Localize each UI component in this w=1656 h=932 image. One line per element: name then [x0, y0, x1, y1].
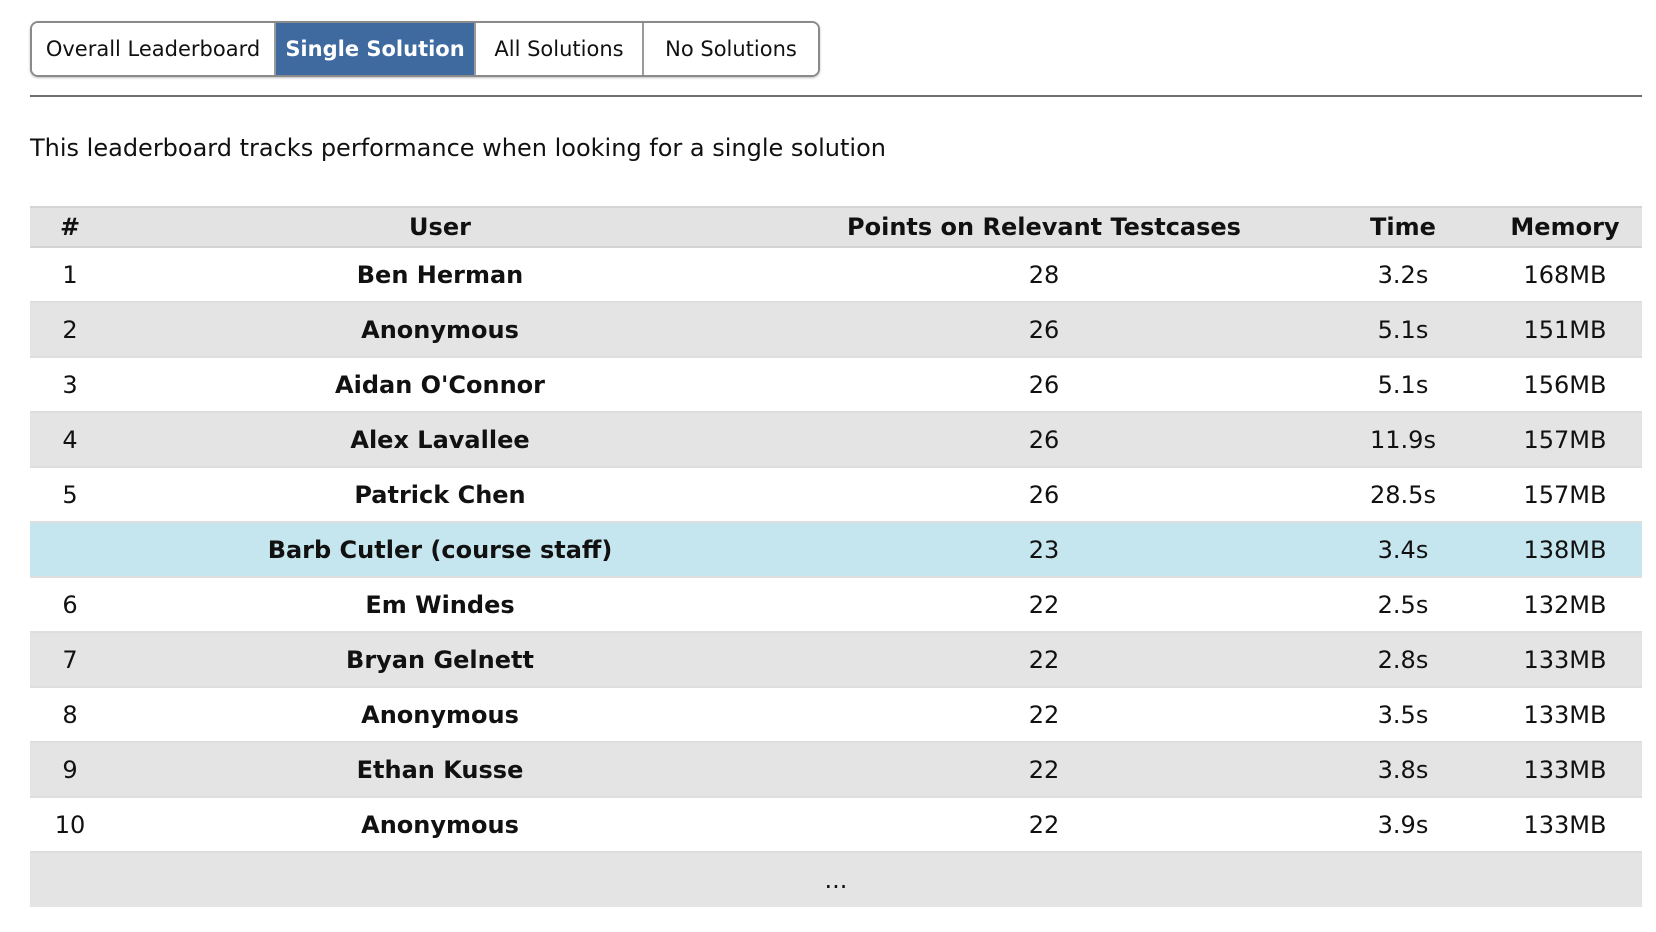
header-points: Points on Relevant Testcases: [847, 213, 1241, 241]
cell-rank: 9: [62, 755, 78, 784]
header-time: Time: [1370, 213, 1436, 241]
cell-points: 26: [1028, 425, 1060, 454]
cell-time: 2.5s: [1377, 590, 1429, 619]
cell-points: 28: [1028, 260, 1060, 289]
table-row: [30, 687, 1642, 742]
cell-user: Ethan Kusse: [356, 755, 524, 784]
table-row: [30, 302, 1642, 357]
header-rank: #: [59, 213, 81, 241]
cell-rank: 1: [62, 260, 78, 289]
cell-memory: 157MB: [1523, 425, 1607, 454]
cell-points: 23: [1028, 535, 1060, 564]
cell-points: 26: [1028, 480, 1060, 509]
cell-rank: 2: [62, 315, 78, 344]
cell-user: Barb Cutler (course staff): [267, 535, 613, 564]
table-row: [30, 357, 1642, 412]
cell-time: 3.5s: [1377, 700, 1429, 729]
cell-rank: 6: [62, 590, 78, 619]
header-user: User: [409, 213, 471, 241]
cell-time: 28.5s: [1370, 480, 1436, 509]
cell-time: 3.9s: [1377, 810, 1429, 839]
table-row: [30, 632, 1642, 687]
cell-time: 5.1s: [1377, 315, 1429, 344]
cell-rank: 7: [62, 645, 78, 674]
cell-time: 3.4s: [1377, 535, 1429, 564]
cell-points: 22: [1028, 755, 1060, 784]
cell-user: Anonymous: [361, 315, 519, 344]
cell-points: 22: [1028, 810, 1060, 839]
leaderboard-table: [30, 206, 1642, 907]
cell-user: Anonymous: [361, 810, 519, 839]
cell-user: Bryan Gelnett: [346, 645, 534, 674]
tab-all-solutions[interactable]: All Solutions: [476, 23, 644, 75]
cell-points: 22: [1028, 645, 1060, 674]
more-indicator: ...: [824, 866, 848, 894]
cell-user: Ben Herman: [356, 260, 524, 289]
table-row: [30, 467, 1642, 522]
cell-memory: 133MB: [1523, 700, 1607, 729]
cell-time: 11.9s: [1370, 425, 1436, 454]
cell-user: Anonymous: [361, 700, 519, 729]
tab-no-solutions[interactable]: No Solutions: [644, 23, 818, 75]
cell-user: Em Windes: [365, 590, 515, 619]
table-row-staff: [30, 522, 1642, 577]
table-row: [30, 797, 1642, 852]
table-row: [30, 412, 1642, 467]
cell-memory: 157MB: [1523, 480, 1607, 509]
cell-rank: 3: [62, 370, 78, 399]
header-memory: Memory: [1510, 213, 1620, 241]
cell-memory: 156MB: [1523, 370, 1607, 399]
cell-memory: 168MB: [1523, 260, 1607, 289]
table-row: [30, 742, 1642, 797]
cell-time: 3.8s: [1377, 755, 1429, 784]
cell-memory: 133MB: [1523, 645, 1607, 674]
cell-rank: [30, 522, 110, 577]
cell-rank: 10: [54, 810, 86, 839]
cell-memory: 151MB: [1523, 315, 1607, 344]
table-header-row: [30, 207, 1642, 247]
cell-memory: 133MB: [1523, 755, 1607, 784]
cell-rank: 5: [62, 480, 78, 509]
table-row: [30, 247, 1642, 302]
leaderboard-description: This leaderboard tracks performance when looking for a single solution: [30, 134, 886, 162]
cell-memory: 133MB: [1523, 810, 1607, 839]
leaderboard-tabs: [30, 21, 820, 77]
cell-user: Alex Lavallee: [350, 425, 530, 454]
cell-user: Aidan O'Connor: [335, 370, 545, 399]
cell-time: 3.2s: [1377, 260, 1429, 289]
divider: [30, 95, 1642, 97]
cell-points: 26: [1028, 370, 1060, 399]
cell-time: 2.8s: [1377, 645, 1429, 674]
cell-points: 22: [1028, 590, 1060, 619]
cell-points: 22: [1028, 700, 1060, 729]
cell-points: 26: [1028, 315, 1060, 344]
tab-single-solution[interactable]: Single Solution: [276, 23, 476, 75]
cell-time: 5.1s: [1377, 370, 1429, 399]
cell-user: Patrick Chen: [354, 480, 526, 509]
cell-rank: 4: [62, 425, 78, 454]
tab-overall-leaderboard[interactable]: Overall Leaderboard: [32, 23, 276, 75]
cell-memory: 132MB: [1523, 590, 1607, 619]
cell-rank: 8: [62, 700, 78, 729]
table-row: [30, 577, 1642, 632]
table-more-row: [30, 852, 1642, 907]
cell-memory: 138MB: [1523, 535, 1607, 564]
